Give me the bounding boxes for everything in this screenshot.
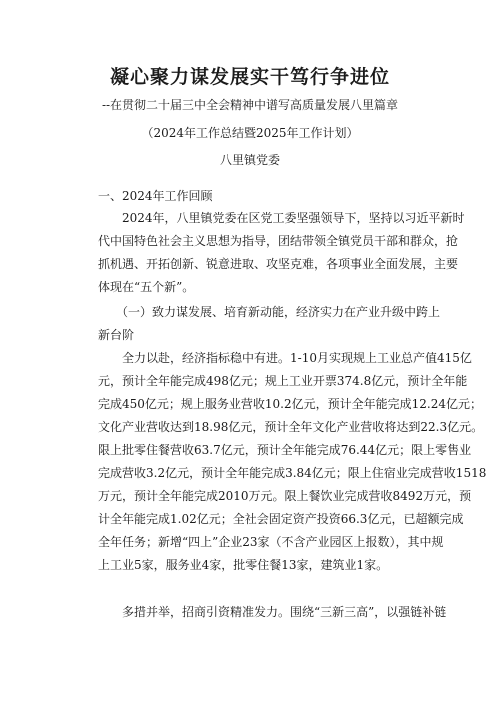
text-line: 全年任务；新增“四上”企业23家（不含产业园区上报数），其中规 [98, 535, 444, 549]
text-line: 完成450亿元；规上服务业营收10.2亿元，预计全年能完成12.24亿元； [98, 397, 482, 411]
document-title: 凝心聚力谋发展实干笃行争进位 [109, 66, 390, 88]
text-line: 体现在“五个新”。 [98, 280, 195, 294]
text-line: 全力以赴，经济指标稳中有进。1-10月实现规上工业总产值415亿 [98, 351, 472, 365]
text-line: 文化产业营收达到18.98亿元，预计全年文化产业营收将达到22.3亿元。 [98, 420, 484, 434]
paragraph-investment [98, 601, 447, 624]
text-line: 元，预计全年能完成498亿元；规上工业开票374.8亿元，预计全年能 [98, 374, 468, 388]
text-line: 多措并举，招商引资精准发力。围绕“三新三高”，以强链补链 [98, 605, 447, 619]
text-line: 代中国特色社会主义思想为指导，团结带领全镇党员干部和群众，抢 [98, 234, 459, 248]
document-subtitle-period: （2024年工作总结暨2025年工作计划） [141, 126, 359, 140]
text-line: 抓机遇、开拓创新、锐意进取、攻坚克难，各项事业全面发展，主要 [98, 257, 459, 271]
paragraph-intro [98, 207, 465, 299]
text-line: 万元，预计全年能完成2010万元。限上餐饮业完成营收8492万元，预 [98, 489, 472, 503]
text-line: 新台阶 [98, 328, 135, 342]
document-subtitle: --在贯彻二十届三中全会精神中谱写高质量发展八里篇章 [101, 98, 399, 112]
paragraph-economic-indicators [98, 347, 487, 577]
text-line: （一）致力谋发展、培育新动能，经济实力在产业升级中跨上 [98, 305, 441, 319]
text-line: 完成营收3.2亿元，预计全年能完成3.84亿元；限上住宿业完成营收1518 [98, 466, 487, 480]
document-author: 八里镇党委 [219, 153, 280, 167]
text-line: 计全年能完成1.02亿元；全社会固定资产投资66.3亿元，已超额完成 [98, 512, 464, 526]
subsection-heading [98, 301, 441, 347]
text-line: 限上批零住餐营收63.7亿元，预计全年能完成76.44亿元；限上零售业 [98, 443, 472, 457]
text-line: 上工业5家，服务业4家，批零住餐13家，建筑业1家。 [98, 558, 389, 572]
text-line: 2024年，八里镇党委在区党工委坚强领导下，坚持以习近平新时 [98, 211, 465, 225]
section-heading: 一、2024年工作回顾 [98, 189, 213, 203]
